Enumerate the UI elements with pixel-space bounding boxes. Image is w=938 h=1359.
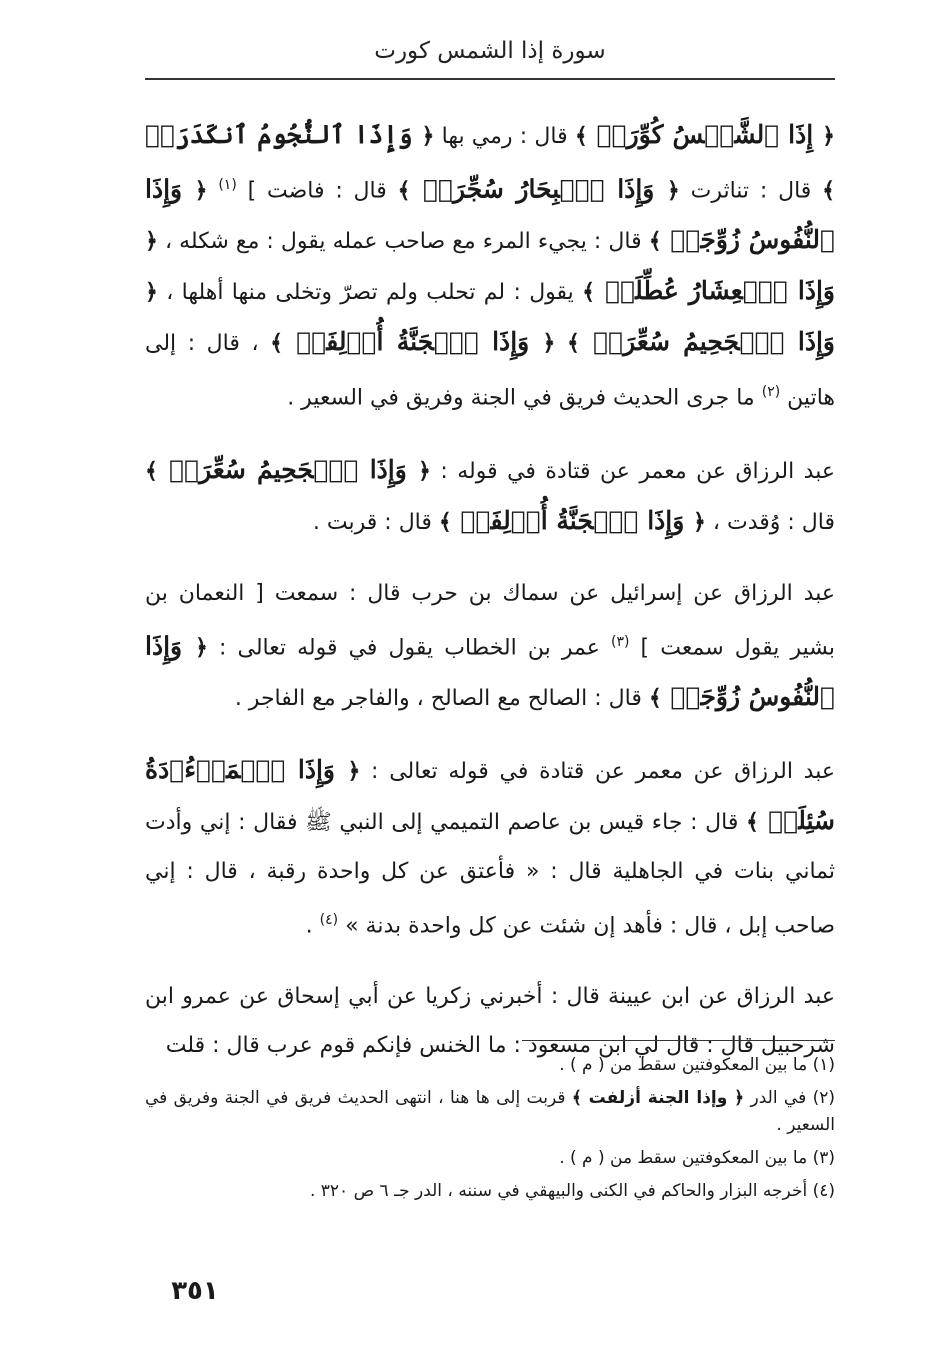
- plain-text: قال : الصالح مع الصالح ، والفاجر مع الفاجر .: [234, 685, 649, 711]
- ornate-bracket: ﴿: [822, 123, 836, 149]
- plain-text: ، قال : إلى هاتين: [145, 331, 835, 411]
- ornate-bracket: ﴿: [145, 228, 158, 255]
- ornate-bracket: ﴿: [542, 330, 556, 357]
- quran-verse: ﴿ وإذا الجنة أزلفت ﴾: [571, 1088, 745, 1108]
- paragraph: [145, 110, 835, 423]
- plain-text: [555, 331, 567, 356]
- plain-text: قال : وُقدت ،: [705, 509, 835, 535]
- quran-verse: إِذَا ٱلشَّمۡسُ كُوِّرَتۡ: [587, 120, 823, 149]
- plain-text: ما جرى الحديث فريق في الجنة وفريق في السعير .: [287, 385, 762, 411]
- ornate-bracket: ﴿: [145, 279, 158, 306]
- footnote: [145, 1178, 835, 1205]
- header-rule: [145, 78, 835, 80]
- footnote-reference: (١): [218, 177, 237, 193]
- ornate-bracket: ﴿: [421, 123, 435, 149]
- footnote: [145, 1052, 835, 1079]
- ornate-bracket: ﴾: [745, 808, 759, 835]
- ornate-bracket: ﴿: [194, 177, 208, 204]
- plain-text: قربت إلى ها هنا ، انتهى الحديث فريق في الجنة وفريق في السعير .: [145, 1088, 835, 1135]
- ornate-bracket: ﴾: [648, 684, 662, 711]
- quran-verse: وَإِذَا ٱلۡعِشَارُ عُطِّلَتۡ: [595, 276, 836, 306]
- paragraph: [145, 569, 835, 723]
- running-header: سورة إذا الشمس كورت: [374, 38, 606, 64]
- ornate-bracket: ﴾: [582, 279, 596, 306]
- ornate-bracket: ﴾: [822, 177, 835, 204]
- ornate-bracket: ﴿: [347, 757, 361, 784]
- quran-verse: وَإِذَا ٱلۡجَحِيمُ سُعِّرَتۡ: [157, 454, 418, 484]
- plain-text: قال : يجيء المرء مع صاحب عمله يقول : مع شكله ،: [157, 229, 649, 255]
- footnote-reference: (٣): [610, 633, 630, 650]
- plain-text: عبد الرزاق عن إسرائيل عن سماك بن حرب قال : سمعت [ النعمان بن بشير يقول سمعت ]: [145, 580, 835, 660]
- plain-text: قال : فاضت ]: [236, 178, 398, 204]
- page-number: ٣٥١: [171, 1276, 219, 1306]
- plain-text: (١) ما بين المعكوفتين سقط من ( م ) .: [559, 1055, 835, 1075]
- footnote: [145, 1085, 835, 1139]
- ornate-bracket: ﴿: [194, 633, 208, 660]
- ornate-bracket: ﴿: [666, 177, 680, 204]
- quran-verse: وَإِذَا ٱلنُّجُومُ ٱنكَدَرَتۡ: [145, 120, 422, 149]
- plain-text: عمر بن الخطاب يقول في قوله تعالى :: [207, 634, 611, 660]
- plain-text: قال : رمي بها: [434, 124, 575, 149]
- footnote-rule: [522, 1040, 835, 1041]
- plain-text: .: [305, 913, 320, 939]
- ornate-bracket: ﴾: [270, 330, 283, 357]
- plain-text: عبد الرزاق عن ابن عيينة قال : أخبرني زكريا عن أبي إسحاق عن عمرو ابن شرحبيل قال : قال لي ابن مسعود : ما الخنس فإنكم قوم عرب قال : قلت: [145, 984, 835, 1059]
- ornate-bracket: ﴾: [574, 123, 588, 149]
- footnotes: [145, 1052, 835, 1211]
- ornate-bracket: ﴾: [648, 228, 662, 255]
- quran-verse: وَإِذَا ٱلۡجَنَّةُ أُزۡلِفَتۡ: [451, 505, 694, 535]
- plain-text: قال : تناثرت: [679, 178, 823, 204]
- plain-text: قال : قربت .: [312, 509, 439, 535]
- plain-text: [208, 178, 219, 203]
- ornate-bracket: ﴾: [566, 330, 580, 357]
- ornate-bracket: ﴿: [693, 508, 706, 535]
- quran-verse: وَإِذَا ٱلنُّفُوسُ زُوِّجَتۡ: [145, 630, 835, 711]
- plain-text: قال : جاء قيس بن عاصم التميمي إلى النبي ﷺ فقال : إني وأدت ثماني بنات في الجاهلية قال : « فأعتق عن كل واحدة رقبة ، قال : إني صاحب إبل ، قال : فأهد إن شئت عن كل واحدة بدنة »: [145, 809, 835, 939]
- plain-text: (٣) ما بين المعكوفتين سقط من ( م ) .: [559, 1148, 835, 1168]
- body-text: [145, 110, 835, 1092]
- paragraph: [145, 745, 835, 950]
- quran-verse: وَإِذَا ٱلۡجَنَّةُ أُزۡلِفَتۡ: [283, 327, 543, 357]
- ornate-bracket: ﴾: [438, 508, 452, 535]
- paragraph: [145, 445, 835, 547]
- footnote: [145, 1145, 835, 1172]
- footnote-reference: (٢): [761, 384, 781, 401]
- quran-verse: وَإِذَا ٱلۡجَحِيمُ سُعِّرَتۡ: [579, 327, 835, 357]
- footnote-reference: (٤): [319, 911, 339, 928]
- quran-verse: وَإِذَا ٱلۡمَوۡءُۥدَةُ سُئِلَتۡ: [145, 754, 835, 835]
- quran-verse: وَإِذَا ٱلۡبِحَارُ سُجِّرَتۡ: [410, 174, 667, 204]
- ornate-bracket: ﴾: [145, 457, 158, 484]
- plain-text: عبد الرزاق عن معمر عن قتادة في قوله :: [430, 458, 836, 484]
- ornate-bracket: ﴾: [397, 177, 411, 204]
- plain-text: عبد الرزاق عن معمر عن قتادة في قوله تعالى :: [360, 758, 835, 784]
- plain-text: (٤) أخرجه البزار والحاكم في الكنى والبيهقي في سننه ، الدر جـ ٦ ص ٣٢٠ .: [309, 1181, 835, 1201]
- ornate-bracket: ﴿: [417, 457, 431, 484]
- quran-verse: وَإِذَا ٱلنُّفُوسُ زُوِّجَتۡ: [145, 174, 835, 255]
- plain-text: (٢) في الدر: [744, 1088, 835, 1108]
- plain-text: يقول : لم تحلب ولم تصرّ وتخلى منها أهلها ،: [157, 280, 583, 306]
